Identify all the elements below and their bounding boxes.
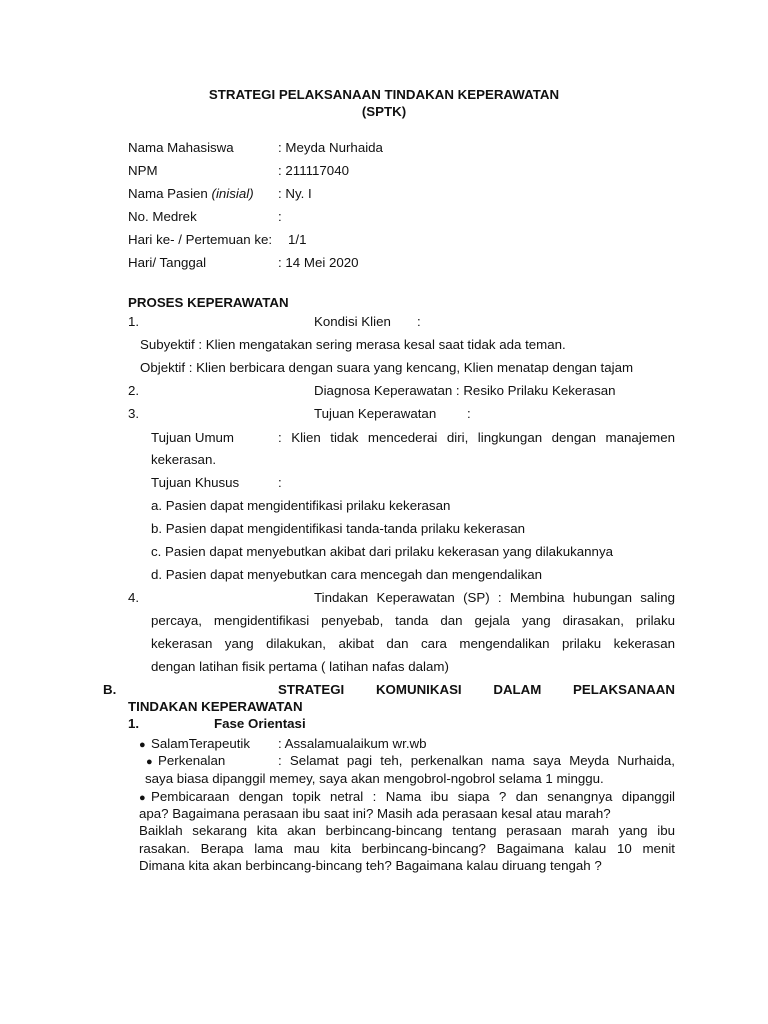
kondisi-klien-colon: : (417, 314, 421, 329)
tindakan-line-4: dengan latihan fisik pertama ( latihan nafas dalam) (151, 659, 449, 674)
topik-line-4: rasakan. Berapa lama mau kita berbincang-bincang? Bagaimana kalau 10 menit (139, 841, 675, 856)
topik-line-3: Baiklah sekarang kita akan berbincang-bincang tentang perasaan marah yang ibu (139, 823, 675, 838)
objektif-line: Objektif : Klien berbicara dengan suara yang kencang, Klien menatap dengan tajam (140, 360, 634, 375)
bullet-perkenalan: ● (146, 756, 153, 768)
value-nama-pasien: : Ny. I (278, 186, 312, 201)
value-nama-mahasiswa: : Meyda Nurhaida (278, 140, 383, 155)
tindakan-line-1: Tindakan Keperawatan (SP) : Membina hubungan saling (314, 590, 675, 605)
perkenalan-cont: saya biasa dipanggil memey, saya akan mengobrol-ngobrol selama 1 minggu. (145, 771, 604, 786)
tujuan-khusus-c: c. Pasien dapat menyebutkan akibat dari prilaku kekerasan yang dilakukannya (151, 544, 613, 559)
bullet-topik: ● (139, 792, 146, 804)
item-number-4: 4. (128, 590, 140, 605)
label-nama-mahasiswa: Nama Mahasiswa (128, 140, 234, 155)
section-b-letter: B. (103, 682, 117, 697)
tujuan-khusus-a: a. Pasien dapat mengidentifikasi prilaku kekerasan (151, 498, 451, 513)
section-b-heading-2: TINDAKAN KEPERAWATAN (128, 699, 303, 714)
tujuan-keperawatan-label: Tujuan Keperawatan (314, 406, 437, 421)
document-title: STRATEGI PELAKSANAAN TINDAKAN KEPERAWATAN (208, 87, 560, 102)
label-no-medrek: No. Medrek (128, 209, 197, 224)
kondisi-klien-label: Kondisi Klien (314, 314, 391, 329)
document-subtitle: (SPTK) (361, 104, 407, 119)
fase-orientasi-heading: Fase Orientasi (214, 716, 306, 731)
label-hari-pertemuan: Hari ke- / Pertemuan ke: (128, 232, 273, 247)
item-number-2: 2. (128, 383, 140, 398)
item-number-1: 1. (128, 314, 140, 329)
perkenalan-label: Perkenalan (158, 753, 226, 768)
subyektif-line: Subyektif : Klien mengatakan sering merasa kesal saat tidak ada teman. (140, 337, 566, 352)
proses-heading: PROSES KEPERAWATAN (128, 295, 289, 310)
section-b-heading-1: STRATEGI KOMUNIKASI DALAM PELAKSANAAN (278, 682, 675, 697)
label-nama-pasien: Nama Pasien (inisial) (128, 186, 254, 201)
label-hari-tanggal: Hari/ Tanggal (128, 255, 207, 270)
salam-value: : Assalamualaikum wr.wb (278, 736, 427, 751)
value-npm: : 211117040 (278, 163, 349, 178)
tujuan-khusus-b: b. Pasien dapat mengidentifikasi tanda-tanda prilaku kekerasan (151, 521, 526, 536)
label-npm: NPM (128, 163, 158, 178)
tujuan-khusus-d: d. Pasien dapat menyebutkan cara mencegah dan mengendalikan (151, 567, 543, 582)
bullet-salam: ● (139, 739, 146, 751)
tujuan-umum-cont: kekerasan. (151, 452, 217, 467)
topik-line-1: Pembicaraan dengan topik netral : Nama ibu siapa ? dan senangnya dipanggil (151, 789, 675, 804)
topik-line-2: apa? Bagaimana perasaan ibu saat ini? Masih ada perasaan kesal atau marah? (139, 806, 611, 821)
tujuan-umum-text: : Klien tidak mencederai diri, lingkungan dengan manajemen (278, 430, 675, 445)
topik-line-5: Dimana kita akan berbincang-bincang teh? Bagaimana kalau diruang tengah ? (139, 858, 602, 873)
tindakan-line-3: kekerasan yang dilakukan, akibat dan cara mengendalikan prilaku kekerasan (151, 636, 675, 651)
perkenalan-value: : Selamat pagi teh, perkenalkan nama saya Meyda Nurhaida, (278, 753, 675, 768)
value-no-medrek: : (278, 209, 282, 224)
fase-number: 1. (128, 716, 140, 731)
diagnosa-line: Diagnosa Keperawatan : Resiko Prilaku Kekerasan (314, 383, 616, 398)
value-hari-tanggal: : 14 Mei 2020 (278, 255, 359, 270)
salam-label: SalamTerapeutik (151, 736, 251, 751)
tindakan-line-2: percaya, mengidentifikasi penyebab, tanda dan gejala yang dirasakan, prilaku (151, 613, 675, 628)
item-number-3: 3. (128, 406, 140, 421)
tujuan-keperawatan-colon: : (467, 406, 471, 421)
tujuan-khusus-colon: : (278, 475, 282, 490)
tujuan-khusus-label: Tujuan Khusus (151, 475, 240, 490)
value-hari-pertemuan: 1/1 (288, 232, 307, 247)
tujuan-umum-label: Tujuan Umum (151, 430, 235, 445)
